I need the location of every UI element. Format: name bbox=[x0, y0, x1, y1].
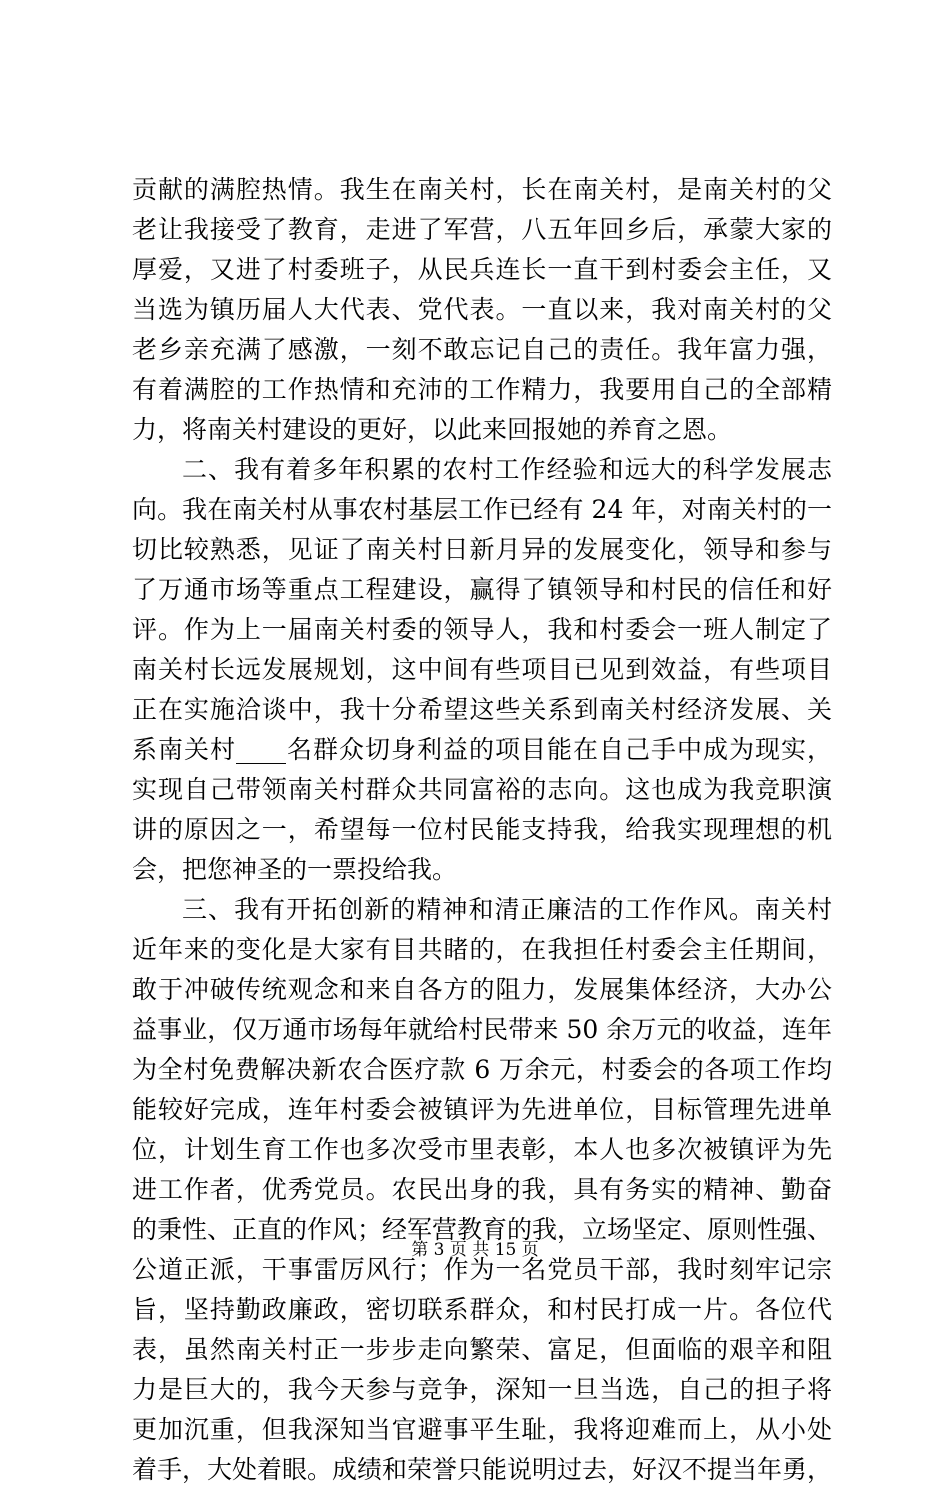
text-line: 评。作为上一届南关村委的领导人，我和村委会一班人制定了 bbox=[132, 615, 832, 644]
paragraph-start-line: 三、我有开拓创新的精神和清正廉洁的工作作风。南关村 bbox=[182, 895, 832, 924]
text-line: 南关村长远发展规划，这中间有些项目已见到效益，有些项目 bbox=[132, 655, 832, 684]
text-line: 旨，坚持勤政廉政，密切联系群众，和村民打成一片。各位代 bbox=[132, 1295, 832, 1324]
text-line: 近年来的变化是大家有目共睹的，在我担任村委会主任期间， bbox=[132, 935, 832, 964]
document-body bbox=[132, 170, 832, 1490]
text-line: 力是巨大的，我今天参与竞争，深知一旦当选，自己的担子将 bbox=[132, 1375, 832, 1404]
text-line: 益事业，仅万通市场每年就给村民带来 50 余万元的收益，连年 bbox=[132, 1015, 832, 1044]
text-line: 正在实施洽谈中，我十分希望这些关系到南关村经济发展、关 bbox=[132, 695, 832, 724]
text-line: 了万通市场等重点工程建设，赢得了镇领导和村民的信任和好 bbox=[132, 575, 832, 604]
text-line: 切比较熟悉，见证了南关村日新月异的发展变化，领导和参与 bbox=[132, 535, 832, 564]
text-line: 公道正派，干事雷厉风行；作为一名党员干部，我时刻牢记宗 bbox=[132, 1255, 832, 1284]
text-line: 实现自己带领南关村群众共同富裕的志向。这也成为我竞职演 bbox=[132, 775, 832, 804]
text-line: 更加沉重，但我深知当官避事平生耻，我将迎难而上，从小处 bbox=[132, 1415, 832, 1444]
page-number-footer: 第 3 页 共 15 页 bbox=[411, 1240, 539, 1260]
text-line: 贡献的满腔热情。我生在南关村，长在南关村，是南关村的父 bbox=[132, 175, 832, 204]
text-line: 讲的原因之一，希望每一位村民能支持我，给我实现理想的机 bbox=[132, 815, 832, 844]
text-line: 厚爱，又进了村委班子，从民兵连长一直干到村委会主任，又 bbox=[132, 255, 832, 284]
text-line: 会，把您神圣的一票投给我。 bbox=[132, 855, 458, 884]
text-line: 为全村免费解决新农合医疗款 6 万余元，村委会的各项工作均 bbox=[132, 1055, 832, 1084]
paragraph-start-line: 二、我有着多年积累的农村工作经验和远大的科学发展志 bbox=[182, 455, 832, 484]
text-line: 当选为镇历届人大代表、党代表。一直以来，我对南关村的父 bbox=[132, 295, 832, 324]
text-line: 进工作者，优秀党员。农民出身的我，具有务实的精神、勤奋 bbox=[132, 1175, 832, 1204]
text-line: 力，将南关村建设的更好，以此来回报她的养育之恩。 bbox=[132, 415, 733, 444]
text-line: 向。我在南关村从事农村基层工作已经有 24 年，对南关村的一 bbox=[132, 495, 832, 524]
text-line: 敢于冲破传统观念和来自各方的阻力，发展集体经济，大办公 bbox=[132, 975, 832, 1004]
text-line: 老让我接受了教育，走进了军营，八五年回乡后，承蒙大家的 bbox=[132, 215, 832, 244]
text-line: 老乡亲充满了感激，一刻不敢忘记自己的责任。我年富力强， bbox=[132, 335, 832, 364]
text-line: 位，计划生育工作也多次受市里表彰，本人也多次被镇评为先 bbox=[132, 1135, 832, 1164]
text-line: 着手，大处着眼。成绩和荣誉只能说明过去，好汉不提当年勇， bbox=[132, 1455, 833, 1484]
text-line: 有着满腔的工作热情和充沛的工作精力，我要用自己的全部精 bbox=[132, 375, 832, 404]
text-line: 表，虽然南关村正一步步走向繁荣、富足，但面临的艰辛和阻 bbox=[132, 1335, 832, 1364]
text-line: 系南关村____名群众切身利益的项目能在自己手中成为现实， bbox=[132, 735, 832, 764]
text-line: 的秉性、正直的作风；经军营教育的我，立场坚定、原则性强、 bbox=[132, 1215, 833, 1244]
text-line: 能较好完成，连年村委会被镇评为先进单位，目标管理先进单 bbox=[132, 1095, 832, 1124]
